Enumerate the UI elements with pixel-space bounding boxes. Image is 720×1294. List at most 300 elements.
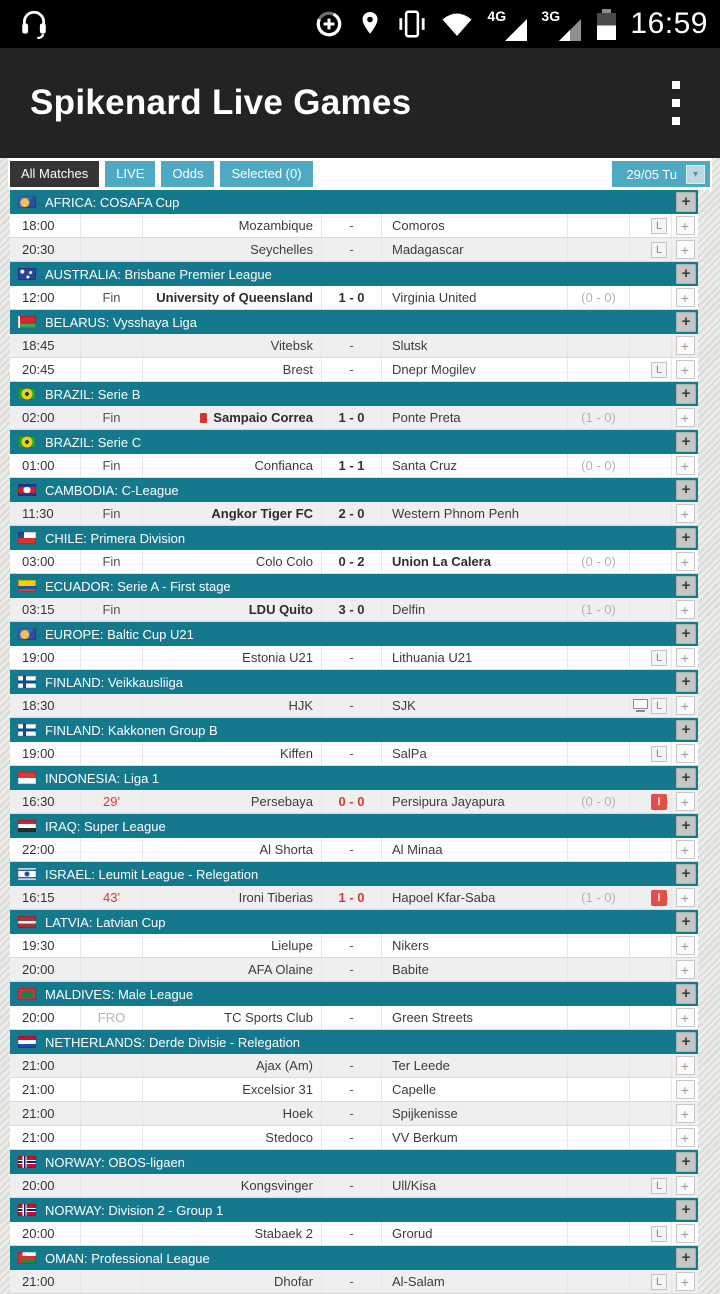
flag-maldives-icon [18, 988, 36, 1000]
match-list [10, 190, 698, 1294]
match-status [81, 694, 143, 717]
halftime-odds [568, 1270, 630, 1293]
home-team-name: TC Sports Club [224, 1010, 313, 1025]
away-team [382, 550, 568, 573]
home-team-name: Dhofar [273, 1274, 313, 1289]
add-match-button[interactable]: + [676, 336, 695, 355]
flag-ecuador-icon [18, 580, 36, 592]
home-team [143, 742, 322, 765]
halftime-odds [568, 934, 630, 957]
league-header [10, 1150, 698, 1174]
date-label: 29/05 Tu [626, 166, 677, 182]
league-add-button[interactable]: + [676, 264, 696, 284]
match-time: 18:00 [10, 214, 81, 237]
league-header [10, 478, 698, 502]
match-score: - [322, 958, 382, 981]
home-team [143, 646, 322, 669]
add-match-button[interactable]: + [676, 648, 695, 667]
add-match-button[interactable]: + [676, 1128, 695, 1147]
match-time: 21:00 [10, 1054, 81, 1077]
away-team-name: Western Phnom Penh [392, 506, 519, 521]
match-time: 16:30 [10, 790, 81, 813]
add-match-button[interactable]: + [676, 408, 695, 427]
home-team [143, 238, 322, 261]
live-ticker-icon[interactable]: L [651, 1274, 667, 1290]
plus-cell [672, 934, 698, 957]
home-team-name: University of Queensland [156, 290, 313, 305]
match-score: 1 - 0 [322, 286, 382, 309]
row-icons [630, 742, 672, 765]
flag-brazil-icon [18, 436, 36, 448]
league-header [10, 1030, 698, 1054]
halftime-odds: (0 - 0) [568, 286, 630, 309]
away-team [382, 1054, 568, 1077]
league-header [10, 622, 698, 646]
halftime-odds [568, 694, 630, 717]
match-row[interactable] [10, 1006, 698, 1030]
away-team-name: Union La Calera [392, 554, 491, 569]
league-add-button[interactable]: + [676, 624, 696, 644]
home-team [143, 1174, 322, 1197]
match-score: - [322, 1126, 382, 1149]
away-team [382, 886, 568, 909]
home-team [143, 550, 322, 573]
home-team-name: Brest [282, 362, 313, 377]
match-score: - [322, 214, 382, 237]
halftime-odds [568, 238, 630, 261]
row-icons [630, 1078, 672, 1101]
match-row[interactable] [10, 1222, 698, 1246]
home-team [143, 358, 322, 381]
match-time: 03:00 [10, 550, 81, 573]
add-match-button[interactable]: + [676, 240, 695, 259]
league-name: MALDIVES: Male League [45, 986, 194, 1002]
match-row[interactable] [10, 454, 698, 478]
league-header [10, 862, 698, 886]
match-score: 3 - 0 [322, 598, 382, 621]
flag-europe-icon [18, 628, 36, 640]
live-ticker-icon[interactable]: L [651, 1226, 667, 1242]
home-team [143, 694, 322, 717]
match-row[interactable] [10, 1054, 698, 1078]
home-team-name: Colo Colo [255, 554, 313, 569]
plus-cell [672, 886, 698, 909]
away-team-name: Slutsk [392, 338, 428, 353]
add-match-button[interactable]: + [676, 360, 695, 379]
match-time: 18:45 [10, 334, 81, 357]
match-row[interactable] [10, 286, 698, 310]
league-name: LATVIA: Latvian Cup [45, 914, 166, 930]
tab-odds[interactable]: Odds [161, 161, 214, 187]
match-row[interactable] [10, 1078, 698, 1102]
match-status: 43' [81, 886, 143, 909]
away-team-name: Babite [392, 962, 429, 977]
match-status [81, 934, 143, 957]
plus-cell [672, 646, 698, 669]
match-row[interactable] [10, 886, 698, 910]
row-icons [630, 646, 672, 669]
league-name: BRAZIL: Serie C [45, 434, 142, 450]
match-status [81, 1102, 143, 1125]
league-add-button[interactable]: + [676, 912, 696, 932]
match-status [81, 646, 143, 669]
add-match-button[interactable]: + [676, 1056, 695, 1075]
away-team-name: Santa Cruz [392, 458, 458, 473]
away-team [382, 958, 568, 981]
halftime-odds: (0 - 0) [568, 790, 630, 813]
plus-cell [672, 1222, 698, 1245]
match-row[interactable] [10, 214, 698, 238]
plus-cell [672, 358, 698, 381]
halftime-odds [568, 742, 630, 765]
away-team-name: Virginia United [392, 290, 477, 305]
match-score: 2 - 0 [322, 502, 382, 525]
match-row[interactable] [10, 1174, 698, 1198]
match-row[interactable] [10, 694, 698, 718]
match-row[interactable] [10, 958, 698, 982]
row-icons [630, 886, 672, 909]
add-match-button[interactable]: + [676, 552, 695, 571]
flag-finland-icon [18, 676, 36, 688]
signal-3g-icon [541, 8, 581, 41]
tab-live[interactable]: LIVE [105, 161, 155, 187]
home-team-name: Ironi Tiberias [238, 890, 313, 905]
match-score: - [322, 1222, 382, 1245]
match-status [81, 958, 143, 981]
home-team [143, 1270, 322, 1293]
add-match-button[interactable]: + [676, 1104, 695, 1123]
match-time: 20:30 [10, 238, 81, 261]
away-team [382, 790, 568, 813]
match-row[interactable] [10, 334, 698, 358]
away-team [382, 334, 568, 357]
plus-cell [672, 598, 698, 621]
league-name: BRAZIL: Serie B [45, 386, 141, 402]
away-team [382, 694, 568, 717]
match-status [81, 238, 143, 261]
league-name: NETHERLANDS: Derde Divisie - Relegation [45, 1034, 301, 1050]
match-time: 01:00 [10, 454, 81, 477]
away-team [382, 742, 568, 765]
match-row[interactable] [10, 1102, 698, 1126]
league-add-button[interactable]: + [676, 720, 696, 740]
match-score: - [322, 1078, 382, 1101]
away-team [382, 1222, 568, 1245]
flag-chile-icon [18, 532, 36, 544]
away-team-name: Grorud [392, 1226, 433, 1241]
match-row[interactable] [10, 742, 698, 766]
flag-australia-icon [18, 268, 36, 280]
row-icons [630, 334, 672, 357]
league-add-button[interactable]: + [676, 312, 696, 332]
home-team [143, 958, 322, 981]
row-icons [630, 790, 672, 813]
add-match-button[interactable]: + [676, 792, 695, 811]
home-team-name: Stedoco [265, 1130, 313, 1145]
plus-cell [672, 286, 698, 309]
add-match-button[interactable]: + [676, 1008, 695, 1027]
match-status: Fin [81, 406, 143, 429]
flag-belarus-icon [18, 316, 36, 328]
tab-bar [8, 158, 712, 190]
away-team-name: Ter Leede [392, 1058, 450, 1073]
away-team-name: Dnepr Mogilev [392, 362, 476, 377]
home-team-name: LDU Quito [248, 602, 313, 617]
league-add-button[interactable]: + [676, 384, 696, 404]
match-row[interactable] [10, 1270, 698, 1294]
add-match-button[interactable]: + [676, 216, 695, 235]
away-team-name: Comoros [392, 218, 445, 233]
plus-cell [672, 790, 698, 813]
halftime-odds [568, 646, 630, 669]
flag-iraq-icon [18, 820, 36, 832]
away-team [382, 502, 568, 525]
tab-all-matches[interactable]: All Matches [10, 161, 99, 187]
add-match-button[interactable]: + [676, 456, 695, 475]
league-name: CHILE: Primera Division [45, 530, 186, 546]
league-name: AUSTRALIA: Brisbane Premier League [45, 266, 272, 282]
match-row[interactable] [10, 934, 698, 958]
league-add-button[interactable]: + [676, 480, 696, 500]
halftime-odds [568, 334, 630, 357]
match-row[interactable] [10, 598, 698, 622]
row-icons [630, 454, 672, 477]
halftime-odds [568, 358, 630, 381]
tv-broadcast-icon [633, 699, 648, 712]
league-header [10, 766, 698, 790]
match-status: 29' [81, 790, 143, 813]
halftime-odds [568, 214, 630, 237]
home-team [143, 1102, 322, 1125]
match-status [81, 214, 143, 237]
row-icons [630, 214, 672, 237]
add-match-button[interactable]: + [676, 744, 695, 763]
row-icons [630, 934, 672, 957]
add-match-button[interactable]: + [676, 504, 695, 523]
add-match-button[interactable]: + [676, 936, 695, 955]
halftime-odds [568, 958, 630, 981]
halftime-odds [568, 1102, 630, 1125]
halftime-odds [568, 1054, 630, 1077]
match-status [81, 1174, 143, 1197]
plus-cell [672, 502, 698, 525]
match-row[interactable] [10, 406, 698, 430]
away-team-name: Spijkenisse [392, 1106, 458, 1121]
match-row[interactable] [10, 1126, 698, 1150]
add-match-button[interactable]: + [676, 600, 695, 619]
home-team-name: Sampaio Correa [213, 410, 313, 425]
league-header [10, 310, 698, 334]
match-score: 1 - 1 [322, 454, 382, 477]
home-team [143, 1126, 322, 1149]
match-status: FRO [81, 1006, 143, 1029]
league-add-button[interactable]: + [676, 528, 696, 548]
match-row[interactable] [10, 238, 698, 262]
overflow-menu-button[interactable] [666, 75, 686, 131]
alert-icon: ! [651, 794, 667, 810]
league-name: AFRICA: COSAFA Cup [45, 194, 180, 210]
battery-icon [597, 9, 616, 40]
match-row[interactable] [10, 502, 698, 526]
add-match-button[interactable]: + [676, 1272, 695, 1291]
match-status: Fin [81, 502, 143, 525]
league-add-button[interactable]: + [676, 672, 696, 692]
away-team [382, 358, 568, 381]
away-team [382, 1006, 568, 1029]
flag-indonesia-icon [18, 772, 36, 784]
plus-cell [672, 454, 698, 477]
league-header [10, 262, 698, 286]
home-team [143, 934, 322, 957]
away-team-name: Hapoel Kfar-Saba [392, 890, 496, 905]
halftime-odds: (0 - 0) [568, 454, 630, 477]
live-ticker-icon[interactable]: L [651, 698, 667, 714]
live-ticker-icon[interactable]: L [651, 650, 667, 666]
home-team [143, 502, 322, 525]
away-team [382, 454, 568, 477]
clock: 16:59 [630, 7, 708, 40]
league-name: ISRAEL: Leumit League - Relegation [45, 866, 259, 882]
away-team [382, 1126, 568, 1149]
add-match-button[interactable]: + [676, 840, 695, 859]
league-name: CAMBODIA: C-League [45, 482, 179, 498]
home-team [143, 286, 322, 309]
live-ticker-icon[interactable]: L [651, 1178, 667, 1194]
tab-selected[interactable]: Selected (0) [220, 161, 312, 187]
match-status: Fin [81, 550, 143, 573]
add-match-button[interactable]: + [676, 1080, 695, 1099]
away-team-name: Madagascar [392, 242, 464, 257]
match-time: 21:00 [10, 1126, 81, 1149]
match-status [81, 742, 143, 765]
away-team-name: Ull/Kisa [392, 1178, 437, 1193]
match-status [81, 1054, 143, 1077]
match-row[interactable] [10, 646, 698, 670]
plus-cell [672, 550, 698, 573]
live-ticker-icon[interactable]: L [651, 218, 667, 234]
calendar-dropdown-icon[interactable]: ▾ [686, 165, 705, 184]
home-team [143, 790, 322, 813]
add-match-button[interactable]: + [676, 960, 695, 979]
add-match-button[interactable]: + [676, 888, 695, 907]
plus-cell [672, 238, 698, 261]
match-row[interactable] [10, 550, 698, 574]
away-team [382, 1078, 568, 1101]
league-add-button[interactable]: + [676, 816, 696, 836]
row-icons [630, 550, 672, 573]
plus-cell [672, 1078, 698, 1101]
home-team [143, 214, 322, 237]
add-match-button[interactable]: + [676, 1224, 695, 1243]
add-match-button[interactable]: + [676, 288, 695, 307]
home-team [143, 334, 322, 357]
league-name: NORWAY: Division 2 - Group 1 [45, 1202, 224, 1218]
home-team [143, 454, 322, 477]
add-match-button[interactable]: + [676, 696, 695, 715]
flag-netherlands-icon [18, 1036, 36, 1048]
network-3g-label: 3G [541, 7, 561, 24]
row-icons [630, 406, 672, 429]
flag-israel-icon [18, 868, 36, 880]
league-add-button[interactable]: + [676, 864, 696, 884]
league-add-button[interactable]: + [676, 192, 696, 212]
add-match-button[interactable]: + [676, 1176, 695, 1195]
red-card-icon [200, 413, 207, 423]
live-ticker-icon[interactable]: L [651, 242, 667, 258]
plus-cell [672, 838, 698, 861]
league-add-button[interactable]: + [676, 1248, 696, 1268]
league-add-button[interactable]: + [676, 1152, 696, 1172]
match-status [81, 334, 143, 357]
live-ticker-icon[interactable]: L [651, 362, 667, 378]
league-header [10, 910, 698, 934]
match-score: - [322, 838, 382, 861]
halftime-odds [568, 1174, 630, 1197]
league-add-button[interactable]: + [676, 984, 696, 1004]
match-score: 1 - 0 [322, 406, 382, 429]
league-add-button[interactable]: + [676, 1200, 696, 1220]
flag-oman-icon [18, 1252, 36, 1264]
match-status [81, 1222, 143, 1245]
away-team [382, 406, 568, 429]
away-team-name: Green Streets [392, 1010, 473, 1025]
league-header [10, 526, 698, 550]
away-team [382, 214, 568, 237]
match-score: - [322, 358, 382, 381]
status-bar [0, 0, 720, 48]
league-add-button[interactable]: + [676, 768, 696, 788]
league-add-button[interactable]: + [676, 432, 696, 452]
home-team-name: Lielupe [271, 938, 313, 953]
league-header [10, 1198, 698, 1222]
flag-cosafa-icon [18, 196, 36, 208]
halftime-odds [568, 1126, 630, 1149]
plus-cell [672, 1054, 698, 1077]
signal-triangle-full [505, 19, 527, 41]
match-status [81, 1270, 143, 1293]
live-ticker-icon[interactable]: L [651, 746, 667, 762]
alert-icon: ! [651, 890, 667, 906]
home-team [143, 598, 322, 621]
league-add-button[interactable]: + [676, 1032, 696, 1052]
home-team-name: Al Shorta [259, 842, 313, 857]
row-icons [630, 958, 672, 981]
flag-brazil-icon [18, 388, 36, 400]
league-header [10, 382, 698, 406]
away-team [382, 598, 568, 621]
away-team-name: Lithuania U21 [392, 650, 473, 665]
home-team-name: Mozambique [238, 218, 313, 233]
match-time: 20:00 [10, 958, 81, 981]
halftime-odds [568, 838, 630, 861]
home-team-name: Kiffen [279, 746, 313, 761]
row-icons [630, 1054, 672, 1077]
match-score: - [322, 742, 382, 765]
match-row[interactable] [10, 358, 698, 382]
match-time: 21:00 [10, 1270, 81, 1293]
away-team-name: Capelle [392, 1082, 437, 1097]
league-add-button[interactable]: + [676, 576, 696, 596]
data-saver-icon [314, 9, 344, 39]
match-row[interactable] [10, 790, 698, 814]
match-row[interactable] [10, 838, 698, 862]
halftime-odds [568, 502, 630, 525]
match-time: 19:00 [10, 646, 81, 669]
home-team-name: Persebaya [250, 794, 313, 809]
date-picker[interactable] [612, 161, 710, 187]
match-score: - [322, 1054, 382, 1077]
match-score: - [322, 334, 382, 357]
